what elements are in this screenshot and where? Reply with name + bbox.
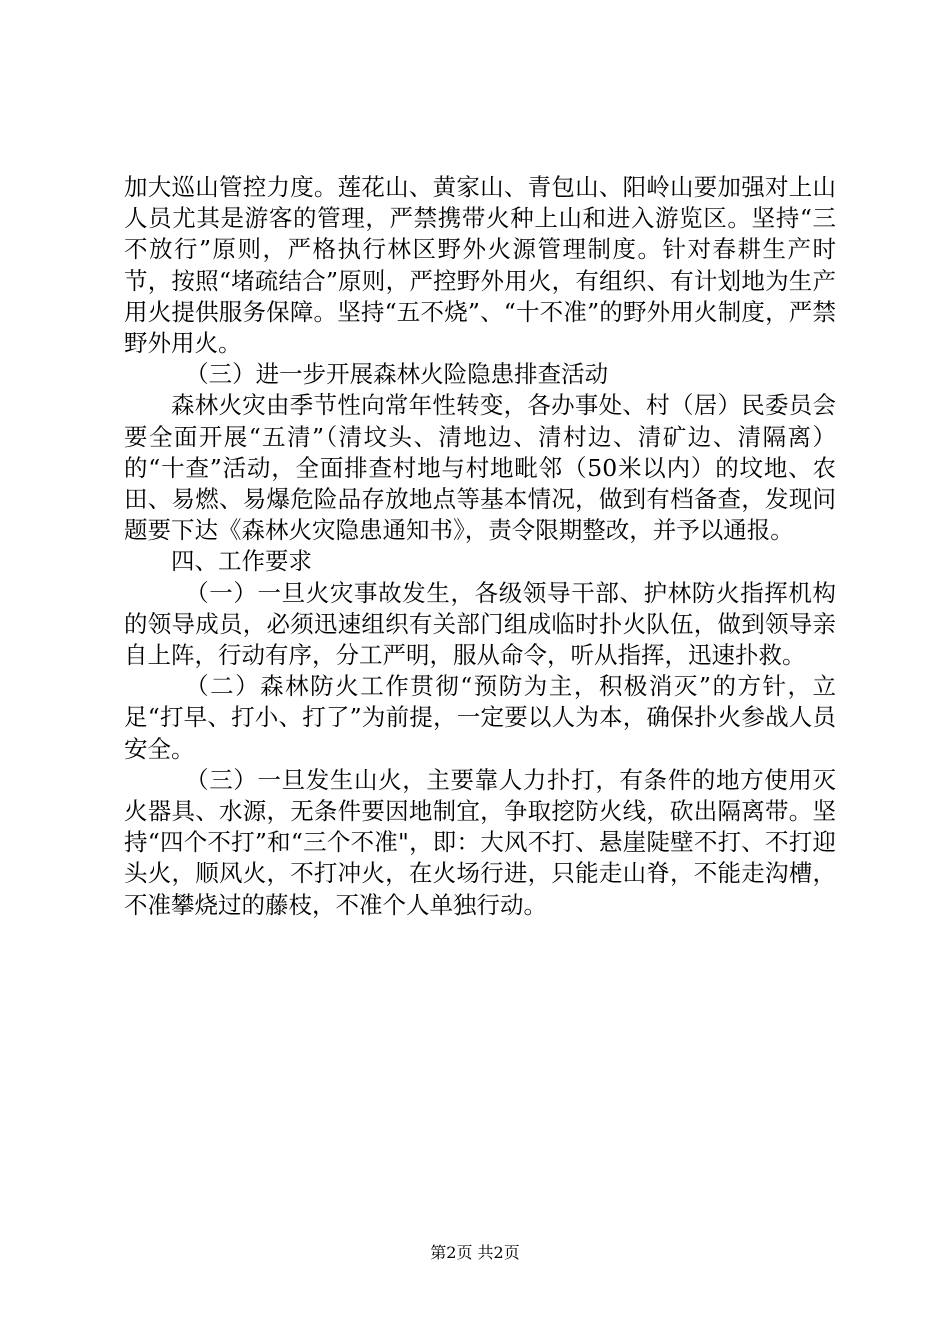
section-heading-work-requirements: 四、工作要求 bbox=[171, 547, 312, 576]
paragraph-requirement-3: （三）一旦发生山火，主要靠人力扑打，有条件的地方使用灭火器具、水源，无条件要因地制宜，争取挖防火线，砍出隔离带。坚持“四个不打”和“三个不准"，即：大风不打、悬崖陡壁不打、不打迎头火，顺风火，不打冲火，在火场行进，只能走山脊，不能走沟槽，不准攀烧过的藤枝，不准个人单独行动。 bbox=[124, 765, 836, 919]
page-number-footer: 第2页 共2页 bbox=[430, 1243, 520, 1262]
paragraph-hazard-inspection: 森林火灾由季节性向常年性转变，各办事处、村（居）民委员会要全面开展“五清”（清坟头、清地边、清村边、清矿边、清隔离）的“十查”活动，全面排查村地与村地毗邻（50米以内）的坟地、农田、易燃、易爆危险品存放地点等基本情况，做到有档备查，发现问题要下达《森林火灾隐患通知书》，责令限期整改，并予以通报。 bbox=[124, 391, 836, 545]
document-body bbox=[124, 172, 836, 921]
paragraph-requirement-2: （二）森林防火工作贯彻“预防为主，积极消灭”的方针，立足“打早、打小、打了”为前提，一定要以人为本，确保扑火参战人员安全。 bbox=[124, 672, 836, 763]
paragraph-requirement-1: （一）一旦火灾事故发生，各级领导干部、护林防火指挥机构的领导成员，必须迅速组织有关部门组成临时扑火队伍，做到领导亲自上阵，行动有序，分工严明，服从命令，听从指挥，迅速扑救。 bbox=[124, 578, 836, 670]
paragraph-patrol-control: 加大巡山管控力度。莲花山、黄家山、青包山、阳岭山要加强对上山人员尤其是游客的管理，严禁携带火种上山和进入游览区。坚持“三不放行”原则，严格执行林区野外火源管理制度。针对春耕生产时节，按照“堵疏结合”原则，严控野外用火，有组织、有计划地为生产用火提供服务保障。坚持“五不烧”、“十不准”的野外用火制度，严禁野外用火。 bbox=[124, 173, 836, 358]
section-heading-hazard-inspection: （三）进一步开展森林火险隐患排查活动 bbox=[185, 360, 609, 389]
